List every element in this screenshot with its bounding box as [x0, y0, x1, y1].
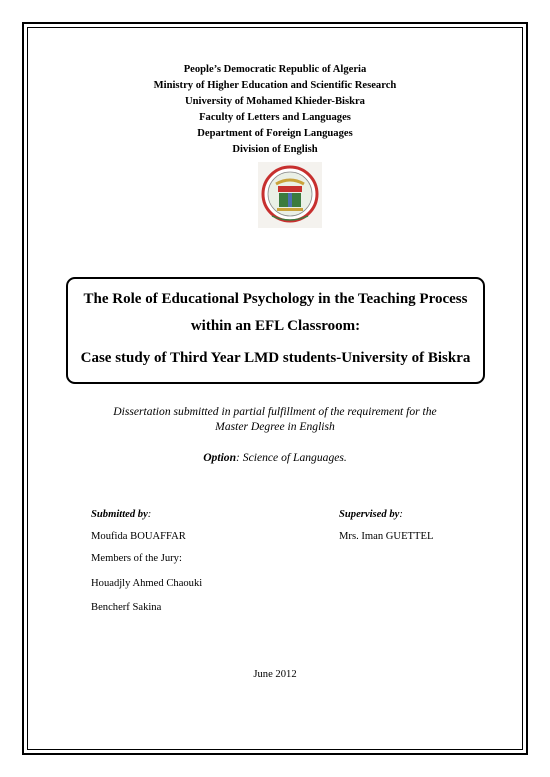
jury-label: Members of the Jury: [91, 553, 182, 564]
header-line-faculty: Faculty of Letters and Languages [199, 112, 351, 123]
jury-member-2: Bencherf Sakina [91, 602, 162, 613]
title-line-1: The Role of Educational Psychology in the Teaching Process [83, 291, 468, 307]
university-seal-icon [258, 162, 322, 228]
supervisor-name: Mrs. Iman GUETTEL [339, 531, 434, 542]
institution-header [0, 62, 550, 158]
dissertation-line-2: Master Degree in English [215, 420, 335, 433]
dissertation-line-1: Dissertation submitted in partial fulfillment of the requirement for the [113, 405, 437, 418]
header-line-ministry: Ministry of Higher Education and Scientific Research [153, 80, 397, 91]
jury-member-1: Houadjly Ahmed Chaouki [91, 578, 203, 589]
supervised-by-colon: : [399, 509, 403, 520]
student-name: Moufida BOUAFFAR [91, 531, 186, 542]
submitted-by-label-text: Submitted by [91, 509, 148, 520]
supervised-by-label-text: Supervised by [339, 509, 400, 520]
dissertation-title-box [66, 277, 485, 384]
option-value: : Science of Languages. [236, 451, 347, 464]
title-line-2: within an EFL Classroom: [190, 318, 361, 334]
header-line-republic: People’s Democratic Republic of Algeria [183, 64, 367, 75]
dissertation-statement [0, 404, 550, 434]
submitted-by-colon: : [147, 509, 152, 520]
title-line-3: Case study of Third Year LMD students-University of Biskra [80, 350, 471, 366]
submission-date: June 2012 [253, 669, 297, 680]
header-line-division: Division of English [232, 144, 318, 155]
supervised-by-label [339, 509, 403, 520]
option-line [0, 451, 550, 464]
submitted-by-label [91, 509, 151, 520]
header-line-university: University of Mohamed Khieder-Biskra [185, 96, 365, 107]
header-line-department: Department of Foreign Languages [197, 128, 353, 139]
option-label: Option [203, 451, 237, 464]
